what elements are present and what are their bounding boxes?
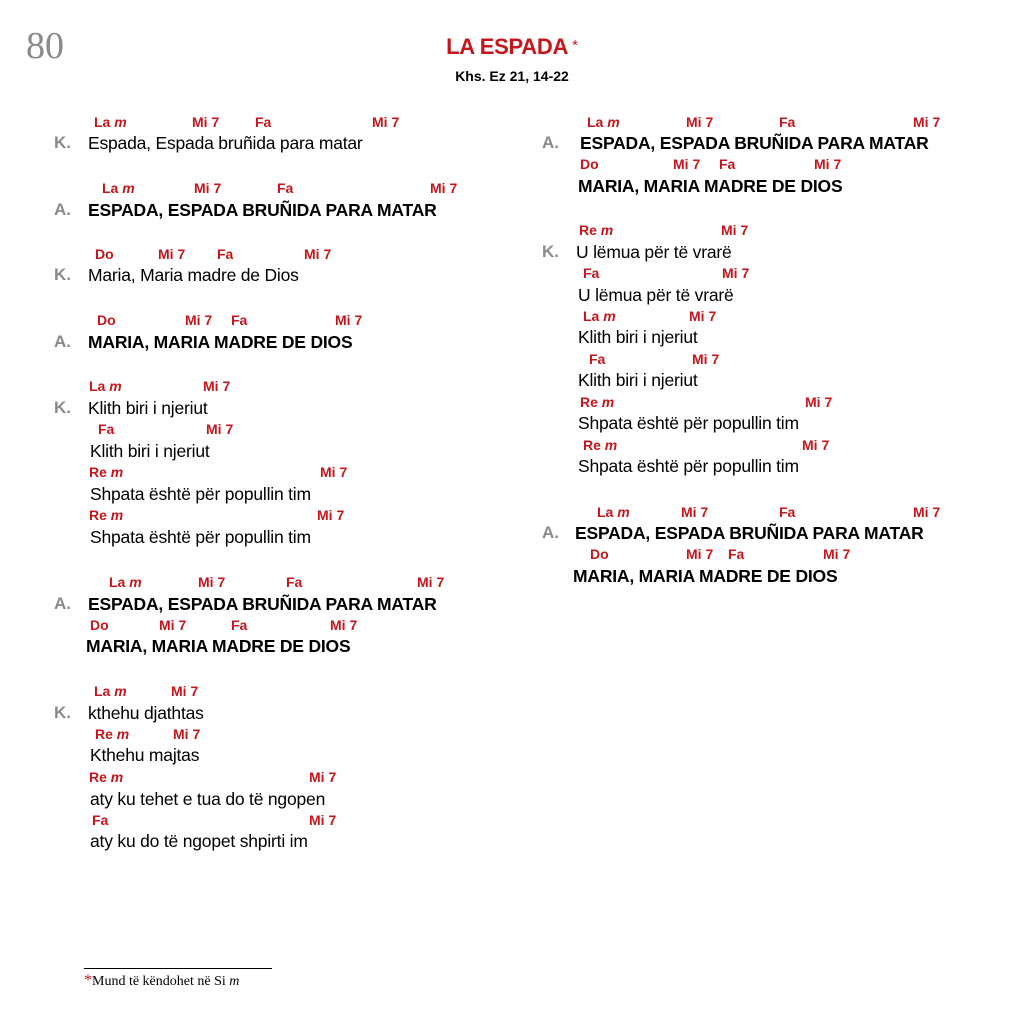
chord: Fa [286, 574, 303, 590]
footnote-text: Mund të këndohet në Si [92, 974, 230, 989]
verse-marker: K. [54, 265, 71, 284]
chord: Do [95, 246, 114, 262]
title-asterisk: * [572, 37, 578, 54]
chord: Fa [255, 114, 272, 130]
chord: Mi 7 [320, 464, 348, 480]
chord: Mi 7 [686, 546, 714, 562]
chord: Mi 7 [330, 617, 358, 633]
lyric-line: aty ku tehet e tua do të ngopen [90, 789, 326, 809]
chord: Fa [779, 114, 796, 130]
verse-marker: K. [54, 133, 71, 152]
chord: Mi 7 [913, 504, 941, 520]
page-number: 80 [26, 25, 64, 67]
lyric-line: MARIA, MARIA MADRE DE DIOS [88, 332, 353, 352]
lyric-line: Kthehu majtas [90, 745, 200, 765]
chord: La m [94, 683, 127, 699]
chord: Mi 7 [681, 504, 709, 520]
lyric-line: ESPADA, ESPADA BRUÑIDA PARA MATAR [575, 523, 924, 543]
song-title [0, 34, 1024, 60]
chord: Re m [89, 769, 124, 785]
lyric-line: Klith biri i njeriut [90, 441, 210, 461]
verse-marker: A. [54, 332, 71, 351]
chord: Mi 7 [913, 114, 941, 130]
lyric-line: aty ku do të ngopet shpirti im [90, 831, 308, 851]
chord: Re m [583, 437, 618, 453]
verse-marker: A. [54, 594, 71, 613]
chord: Mi 7 [159, 617, 187, 633]
lyric-line: U lëmua për të vrarë [576, 242, 732, 262]
chord: Mi 7 [194, 180, 222, 196]
chord: Do [590, 546, 609, 562]
chord: Mi 7 [721, 222, 749, 238]
lyric-line: U lëmua për të vrarë [578, 285, 734, 305]
chord: Mi 7 [686, 114, 714, 130]
chord: Mi 7 [689, 308, 717, 324]
lyric-line: Shpata është për popullin tim [578, 456, 799, 476]
chord: Mi 7 [317, 507, 345, 523]
chord: Do [97, 312, 116, 328]
chord: La m [587, 114, 620, 130]
chord: Mi 7 [158, 246, 186, 262]
chord: Mi 7 [823, 546, 851, 562]
chord: Mi 7 [430, 180, 458, 196]
lyric-line: Shpata është për popullin tim [90, 484, 311, 504]
footnote-rule [84, 968, 272, 969]
chord: Mi 7 [372, 114, 400, 130]
chord: Mi 7 [304, 246, 332, 262]
footnote-asterisk: * [84, 972, 92, 989]
chord: Fa [277, 180, 294, 196]
chord: Fa [98, 421, 115, 437]
chord: Mi 7 [805, 394, 833, 410]
verse-marker: A. [542, 523, 559, 542]
chord: Fa [589, 351, 606, 367]
chord: Mi 7 [173, 726, 201, 742]
chord: La m [583, 308, 616, 324]
chord: Fa [217, 246, 234, 262]
chord: La m [597, 504, 630, 520]
chord: La m [89, 378, 122, 394]
chord: Fa [231, 617, 248, 633]
scripture-reference: Khs. Ez 21, 14-22 [455, 68, 569, 84]
chord: Mi 7 [335, 312, 363, 328]
footnote-italic: m [229, 974, 240, 989]
lyric-line: MARIA, MARIA MADRE DE DIOS [578, 176, 843, 196]
chord: Mi 7 [192, 114, 220, 130]
chord: La m [102, 180, 135, 196]
chord: Do [580, 156, 599, 172]
lyric-line: Maria, Maria madre de Dios [88, 265, 299, 285]
chord: Do [90, 617, 109, 633]
chord: Mi 7 [814, 156, 842, 172]
lyric-line: Espada, Espada bruñida para matar [88, 133, 363, 153]
lyric-line: MARIA, MARIA MADRE DE DIOS [573, 566, 838, 586]
chord: Fa [231, 312, 248, 328]
chord: La m [109, 574, 142, 590]
chord: Mi 7 [198, 574, 226, 590]
footnote [84, 972, 239, 990]
chord: Re m [89, 464, 124, 480]
chord: Mi 7 [309, 769, 337, 785]
chord: Mi 7 [206, 421, 234, 437]
chord: Mi 7 [203, 378, 231, 394]
lyric-line: ESPADA, ESPADA BRUÑIDA PARA MATAR [88, 200, 437, 220]
chord: Mi 7 [722, 265, 750, 281]
chord: Re m [95, 726, 130, 742]
verse-marker: A. [54, 200, 71, 219]
chord: Fa [583, 265, 600, 281]
chord: Mi 7 [417, 574, 445, 590]
chord: Fa [779, 504, 796, 520]
lyric-line: Klith biri i njeriut [578, 370, 698, 390]
song-title-text: LA ESPADA [446, 34, 569, 59]
chord: Fa [92, 812, 109, 828]
lyric-line: kthehu djathtas [88, 703, 204, 723]
verse-marker: K. [54, 398, 71, 417]
chord: La m [94, 114, 127, 130]
chord: Re m [580, 394, 615, 410]
chord: Fa [719, 156, 736, 172]
chord: Re m [89, 507, 124, 523]
verse-marker: K. [542, 242, 559, 261]
lyric-line: MARIA, MARIA MADRE DE DIOS [86, 636, 351, 656]
chord: Mi 7 [673, 156, 701, 172]
chord: Mi 7 [692, 351, 720, 367]
verse-marker: A. [542, 133, 559, 152]
chord: Mi 7 [185, 312, 213, 328]
lyric-line: Shpata është për popullin tim [90, 527, 311, 547]
chord: Re m [579, 222, 614, 238]
lyric-line: ESPADA, ESPADA BRUÑIDA PARA MATAR [88, 594, 437, 614]
lyric-line: Shpata është për popullin tim [578, 413, 799, 433]
verse-marker: K. [54, 703, 71, 722]
chord: Mi 7 [802, 437, 830, 453]
chord: Mi 7 [309, 812, 337, 828]
lyric-line: Klith biri i njeriut [88, 398, 208, 418]
lyric-line: ESPADA, ESPADA BRUÑIDA PARA MATAR [580, 133, 929, 153]
lyric-line: Klith biri i njeriut [578, 327, 698, 347]
chord: Fa [728, 546, 745, 562]
chord: Mi 7 [171, 683, 199, 699]
